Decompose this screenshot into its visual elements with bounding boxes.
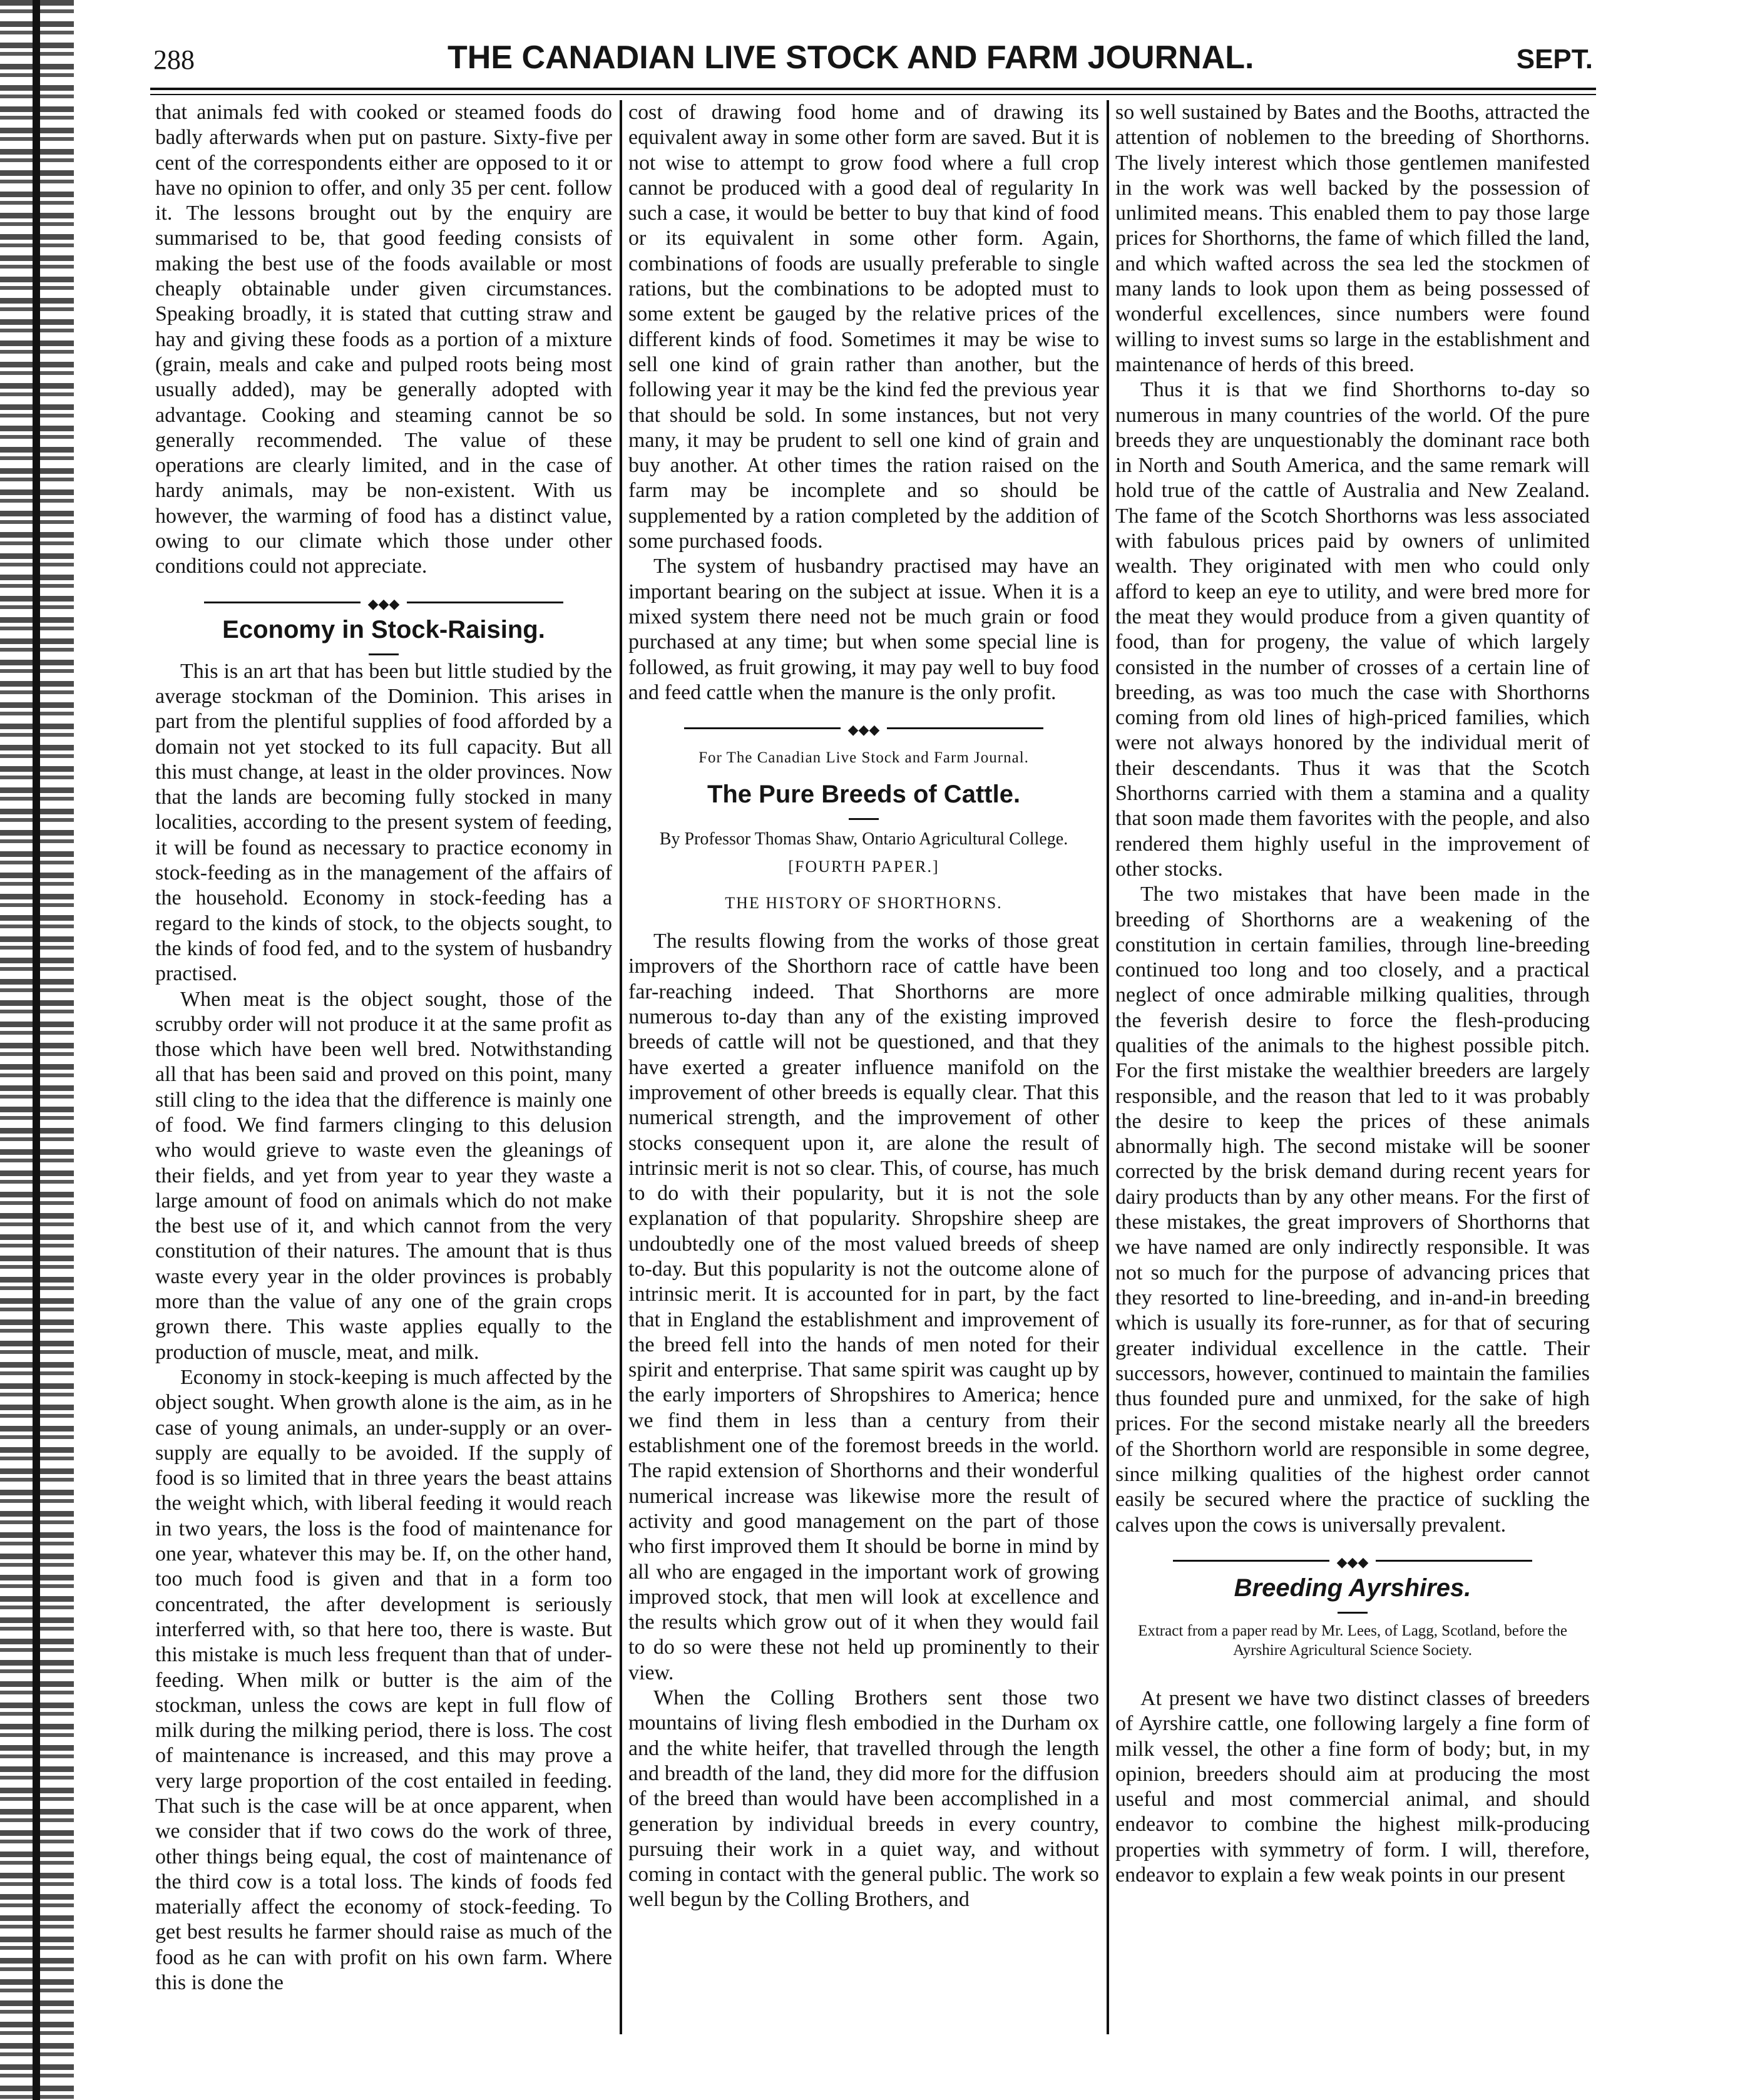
issue-month: SEPT. [1516, 44, 1593, 74]
article-paragraph: When meat is the object sought, those of the scrubby order will not produce it at the same profit as those which have been well bred. Notwithstanding all that has been said and proved on this point, many still cling to the idea that the difference is mainly one of food. We find farmers clinging to this delusion who would grieve to waste even the gleanings of their fields, and yet from year to year they waste a large amount of food on animals which do not make the best use of it, and which cannot from the very constitution of their natures. The amount that is thus waste every year in the older provinces is probably more than the value of any one of the grain crops grown there. This waste applies equally to the production of muscle, meat, and milk. [155, 987, 612, 1364]
header-rule-secondary [150, 94, 1596, 95]
short-rule [849, 818, 879, 820]
journal-title: THE CANADIAN LIVE STOCK AND FARM JOURNAL. [448, 39, 1254, 76]
article-paragraph: so well sustained by Bates and the Booths, attracted the attention of noblemen to the breeding of Shorthorns. The lively interest which those gentlemen manifested in the work was well backed by the possession of unlimited means. This enabled them to pay those large prices for Shorthorns, the fame of which filled the land, and which wafted across the sea led the stockmen of many lands to look upon them as being possessed of wonderful excellences, since numbers were found willing to invest sums so large in the establishment and maintenance of herds of this breed. [1115, 101, 1590, 376]
article-paragraph: The system of husbandry practised may have an important bearing on the subject at issue. When it is a mixed system there need not be much grain or food purchased at any time; but when some special line is followed, as fruit growing, it may pay well to buy food and feed cattle when the manure is the only profit. [628, 555, 1099, 704]
section-title: THE HISTORY OF SHORTHORNS. [725, 894, 1003, 913]
page-header [153, 39, 1593, 83]
middle-column [628, 100, 1099, 2034]
article-paragraph: that animals fed with cooked or steamed foods do badly afterwards when put on pasture. Sixty-five per cent of the correspondents either are opposed to it or have no opinion to offer, and only 35 per cent. follow it. The lessons brought out by the enquiry are summarised to be, that good feeding consists of making the best use of the foods available or most cheaply obtainable under given circumstances. Speaking broadly, it is stated that cutting straw and hay and giving these foods as a portion of a mixture (grain, meals and cake and pulped roots being most usually added), may be generally adopted with advantage. Cooking and steaming cannot be so generally recommended. The value of these operations are clearly limited, and in the case of hardy animals, may be non-existent. With us however, the warming of food has a distinct value, owing to our climate which those under other conditions could not appreciate. [155, 101, 612, 578]
article-heading: The Pure Breeds of Cattle. [707, 781, 1021, 809]
short-rule [369, 653, 399, 655]
article-paragraph: At present we have two distinct classes of breeders of Ayrshire cattle, one following largely a fine form of milk vessel, the other a fine form of body; but, in my opinion, breeders should aim at producing the most useful and most commercial animal, and should endeavor to combine the highest milk-producing properties with symmetry of form. I will, therefore, endeavor to explain a few weak points in our present [1115, 1686, 1590, 1887]
left-column [155, 100, 612, 2034]
right-column [1115, 100, 1590, 2034]
article-kicker: For The Canadian Live Stock and Farm Journal. [698, 749, 1029, 767]
article-heading: Breeding Ayrshires. [1234, 1574, 1471, 1602]
article-paragraph: Thus it is that we find Shorthorns to-day so numerous in many countries of the world. Of the pure breeds they are unquestionably the dominant race both in North and South America, and the same remark will hold true of the cattle of Australia and New Zealand. The fame of the Scotch Shorthorns was less associated with fabulous prices paid by owners of unlimited wealth. They originated with men who could only afford to keep an eye to utility, and were bred more for the meat they would produce from a given quantity of food, than for progeny, the value of which largely consisted in the number of crosses of a certain line of breeding, as was too much the case with Shorthorns coming from old lines of high-priced families, which were not always honored by the individual merit of their descendants. Thus it was that the Scotch Shorthorns carried with them a stamina and a quality that soon made them favorites with the people, and also rendered them highly useful in the improvement of other stocks. [1115, 378, 1590, 881]
binding-line [33, 0, 40, 2100]
article-paragraph: cost of drawing food home and of drawing its equivalent away in some other form are saved. But it is not wise to attempt to grow food where a full crop cannot be produced with a good deal of regularity In such a case, it would be better to buy that kind of food or its equivalent in some other form. Again, combinations of foods are usually preferable to single rations, but the combinations to be adopted must to some extent be gauged by the relative prices of the different kinds of food. Sometimes it may be wise to sell one kind of grain rather than another, but the following year it may be the kind fed the previous year that should be sold. In some instances, but not very many, it may be prudent to sell one kind of grain and buy another. At other times the ration raised on the farm may be incomplete and so should be supplemented by a ration completed by the addition of some purchased foods. [628, 101, 1099, 553]
article-paragraph: Economy in stock-keeping is much affected by the object sought. When growth alone is the aim, as in he case of young animals, an under-supply or an over-supply are equally to be avoided. If the supply of food is so limited that in three years the beast attains the weight which, with liberal feeding it would reach in two years, the loss is the food of maintenance for one year, whatever this may be. If, on the other hand, too much food is given and that in a form too concentrated, the after development is seriously interferred with, so that here too, there is waste. But this mistake is much less frequent than that of under-feeding. When milk or butter is the aim of the stockman, unless the cows are kept in full flow of milk during the milking period, there is loss. The cost of maintenance is increased, and this may prove a very large proportion of the cost entailed in feeding. That such is the case will be at once apparent, when we consider that if two cows do the work of three, other things being equal, the cost of maintenance of the third cow is a total loss. The kinds of foods fed materially affect the economy of stock-feeding. To get best results he farmer should raise as much of the food as he can with profit on his own farm. Where this is done the [155, 1365, 612, 1995]
section-ornament: ◆◆◆ [628, 715, 1099, 729]
article-paragraph: This is an art that has been but little studied by the average stockman of the Dominion. This arises in part from the plentiful supplies of food afforded by a domain not yet stocked to its full capacity. But all this must change, at least in the older provinces. Now that the lands are becoming fully stocked in many localities, according to the present system of feeding, it will be found as necessary to practice economy in stock-feeding as in the management of the affairs of the household. Economy in stock-feeding has a regard to the kinds of stock, to the objects sought, to the kinds of food fed, and to the system of husbandry practised. [155, 659, 612, 986]
extract-note: Extract from a paper read by Mr. Lees, of Lagg, Scotland, before the Ayrshire Agricultural Science Society. [1138, 1622, 1567, 1659]
article-paragraph: The two mistakes that have been made in the breeding of Shorthorns are a weakening of the constitution in certain families, through line-breeding continued too long and too closely, and a practical neglect of once admirable milking qualities, through the feverish desire to force the flesh-producing qualities of the animals to the highest possible pitch. For the first mistake the wealthier breeders are largely responsible, and the reason that led to it was probably the desire to keep the prices of these animals abnormally high. The second mistake will be sooner corrected by the brisk demand during recent years for dairy products than by any other means. For the first of these mistakes, the great improvers of Shorthorns that we have named are only indirectly responsible. It was not so much for the purpose of advancing prices that they resorted to line-breeding, and in-and-in breeding which is usually its fore-runner, as for that of securing greater individual excellence in the cattle. Their successors, however, continued to maintain the families thus founded pure and unmixed, for the sake of high prices. For the second mistake nearly all the breeders of the Shorthorn world are responsible in some degree, since milking qualities of the highest order cannot easily be secured where the practice of suckling the calves upon the cows is universally prevalent. [1115, 883, 1590, 1537]
paper-label: [FOURTH PAPER.] [788, 858, 939, 876]
page-number: 288 [153, 44, 195, 75]
article-heading: Economy in Stock-Raising. [222, 615, 545, 643]
article-paragraph: The results flowing from the works of those great improvers of the Shorthorn race of cattle have been far-reaching indeed. That Shorthorns are more numerous to-day than any of the existing improved breeds of cattle will not be questioned, and that they have exerted a greater influence manifold on the improvement of other breeds is equally clear. That this numerical strength, and the improvement of other stocks consequent upon it, are alone the result of intrinsic merit is not so clear. This, of course, has much to do with their popularity, but it is not the sole explanation of that popularity. Shropshire sheep are undoubtedly one of the most valued breeds of sheep to-day. But this popularity is not the outcome alone of intrinsic merit. It is accounted for in part, by the fact that in England the establishment and improvement of the breed fell into the hands of men noted for their spirit and enterprise. That same spirit was caught up by the early importers of Shropshires to America; hence we find them in less than a century from their establishment one of the foremost breeds in the world. The rapid extension of Shorthorns and their wonderful numerical increase was likewise more the result of activity and good management on the part of those who first improved them It should be borne in mind by all who are engaged in the important work of growing improved stock, that men will look at excellence and the results which grow out of it when they would fail to do so were these not held up prominently to their view. [628, 930, 1099, 1684]
section-ornament: ◆◆◆ [1115, 1548, 1590, 1562]
article-paragraph: When the Colling Brothers sent those two mountains of living flesh embodied in the Durham ox and the white heifer, that travelled through the length and breadth of the land, they did more for the diffusion of the breed than would have been accomplished in a generation by individual breeds in every country, pursuing their work in a quiet way, and without coming in contact with the general public. The work so well begun by the Colling Brothers, and [628, 1686, 1099, 1912]
column-divider-right [1107, 100, 1109, 2034]
column-divider-left [620, 100, 622, 2034]
article-byline: By Professor Thomas Shaw, Ontario Agricultural College. [659, 829, 1068, 849]
short-rule [1338, 1612, 1368, 1614]
section-ornament: ◆◆◆ [155, 590, 612, 603]
header-rule [150, 88, 1596, 90]
